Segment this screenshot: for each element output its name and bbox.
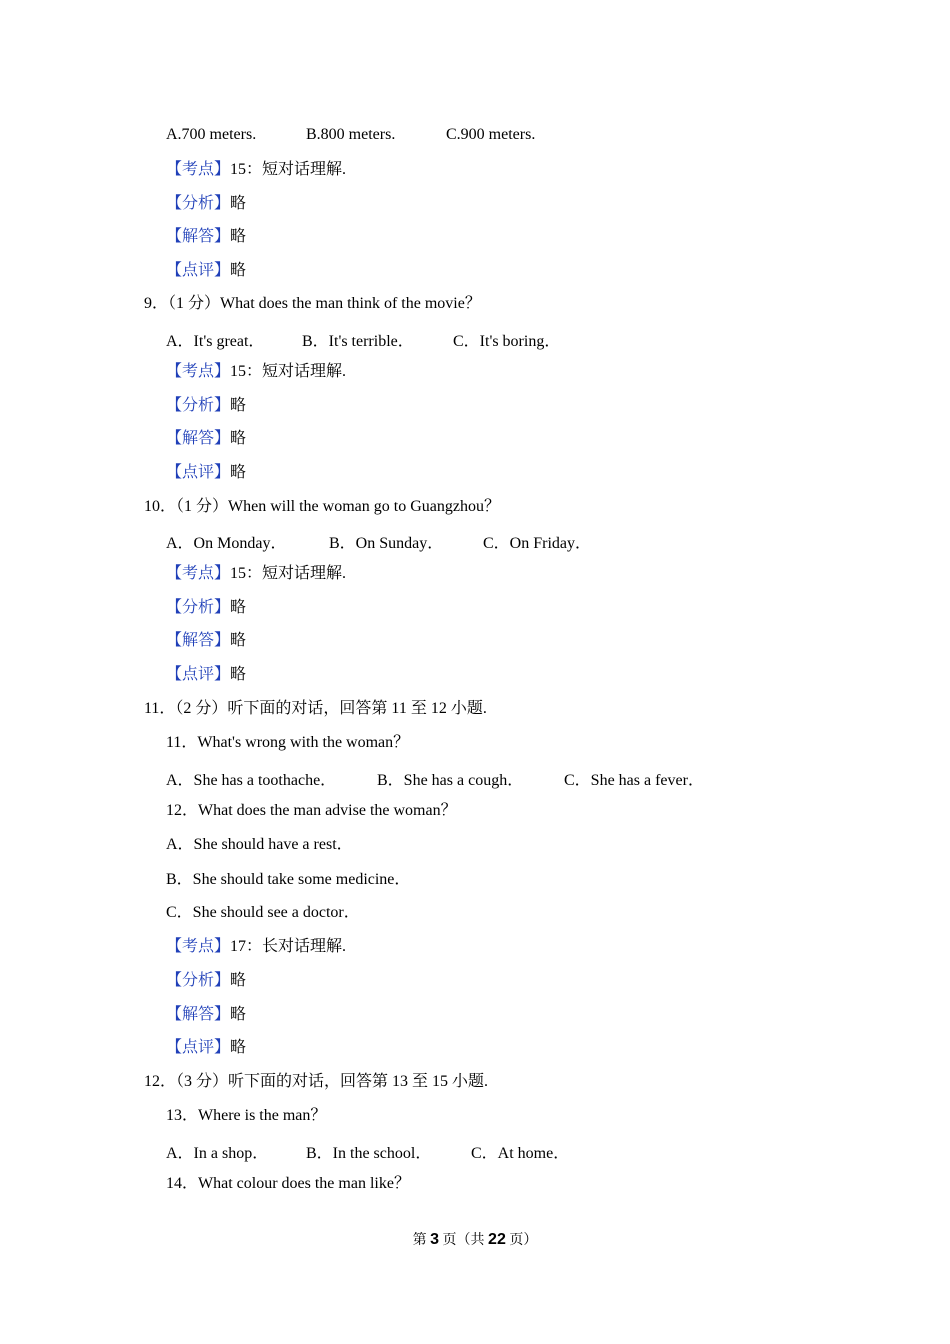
q9-option-b: B．It's terrible． [302,333,414,350]
fenxi-text: 略 [230,195,247,212]
jieda-text: 略 [230,1006,247,1023]
footer-prefix: 第 [412,1233,431,1248]
fenxi-text: 略 [230,599,247,616]
q12-stem: 12．（3 分）听下面的对话，回答第 13 至 15 小题. [144,1073,489,1090]
q9-option-c: C．It's boring． [453,333,561,350]
q11-fenxi [166,971,246,991]
q12-sub13-option-b: B．In the school． [306,1145,432,1162]
q10-option-a: A．On Monday． [166,535,287,552]
dianping-tag: 【点评】 [166,1039,231,1056]
q8-kaodian [166,160,346,180]
dianping-text: 略 [230,464,247,481]
dianping-text: 略 [230,262,247,279]
q12-sub13-option-c: C．At home． [471,1145,570,1162]
footer-page-number: 3 [430,1231,440,1248]
q9-dianping [166,463,246,483]
fenxi-text: 略 [230,397,247,414]
q9-jieda [166,429,246,449]
q10-stem: 10．（1 分）When will the woman go to Guangzhou？ [144,498,500,515]
q11-sub12-stem: 12．What does the man advise the woman？ [166,802,457,819]
dianping-text: 略 [230,1039,247,1056]
fenxi-tag: 【分析】 [166,195,231,212]
q9-option-a: A．It's great． [166,333,265,350]
q11-dianping [166,1038,246,1058]
kaodian-text: 17：长对话理解. [230,938,347,955]
q11-stem: 11．（2 分）听下面的对话，回答第 11 至 12 小题. [144,700,487,717]
q10-fenxi [166,598,246,618]
jieda-tag: 【解答】 [166,430,231,447]
jieda-text: 略 [230,632,247,649]
q11-sub12-option-c: C．She should see a doctor． [166,904,360,921]
q11-kaodian [166,937,346,957]
q8-jieda [166,227,246,247]
q8-option-a: A.700 meters. [166,126,257,143]
kaodian-text: 15：短对话理解. [230,565,347,582]
jieda-tag: 【解答】 [166,228,231,245]
jieda-text: 略 [230,228,247,245]
q10-option-c: C．On Friday． [483,535,592,552]
q10-jieda [166,631,246,651]
kaodian-tag: 【考点】 [166,938,231,955]
q8-option-b: B.800 meters. [306,126,396,143]
q12-sub13-option-a: A．In a shop． [166,1145,269,1162]
footer-total-pages: 22 [488,1231,506,1248]
q9-kaodian [166,362,346,382]
fenxi-tag: 【分析】 [166,397,231,414]
kaodian-text: 15：短对话理解. [230,161,347,178]
fenxi-tag: 【分析】 [166,972,231,989]
jieda-tag: 【解答】 [166,632,231,649]
jieda-tag: 【解答】 [166,1006,231,1023]
q9-fenxi [166,396,246,416]
q11-sub11-option-b: B．She has a cough． [377,772,524,789]
fenxi-tag: 【分析】 [166,599,231,616]
q12-sub13-stem: 13．Where is the man？ [166,1107,327,1124]
q11-jieda [166,1005,246,1025]
kaodian-tag: 【考点】 [166,161,231,178]
q11-sub11-option-c: C．She has a fever． [564,772,704,789]
dianping-tag: 【点评】 [166,666,231,683]
dianping-tag: 【点评】 [166,262,231,279]
dianping-tag: 【点评】 [166,464,231,481]
kaodian-tag: 【考点】 [166,363,231,380]
dianping-text: 略 [230,666,247,683]
q11-sub11-option-a: A．She has a toothache． [166,772,337,789]
q11-sub12-option-a: A．She should have a rest． [166,836,353,853]
q10-kaodian [166,564,346,584]
q8-dianping [166,261,246,281]
kaodian-tag: 【考点】 [166,565,231,582]
page-footer [0,1229,950,1249]
q8-option-c: C.900 meters. [446,126,536,143]
q9-stem: 9．（1 分）What does the man think of the movie？ [144,295,481,312]
q10-option-b: B．On Sunday． [329,535,444,552]
q8-fenxi [166,194,246,214]
q11-sub12-option-b: B．She should take some medicine． [166,871,411,888]
kaodian-text: 15：短对话理解. [230,363,347,380]
q11-sub11-stem: 11．What's wrong with the woman？ [166,734,410,751]
q10-dianping [166,665,246,685]
q12-sub14-stem: 14．What colour does the man like？ [166,1175,410,1192]
footer-middle: 页（共 [439,1233,489,1248]
fenxi-text: 略 [230,972,247,989]
footer-suffix: 页） [505,1233,538,1248]
jieda-text: 略 [230,430,247,447]
